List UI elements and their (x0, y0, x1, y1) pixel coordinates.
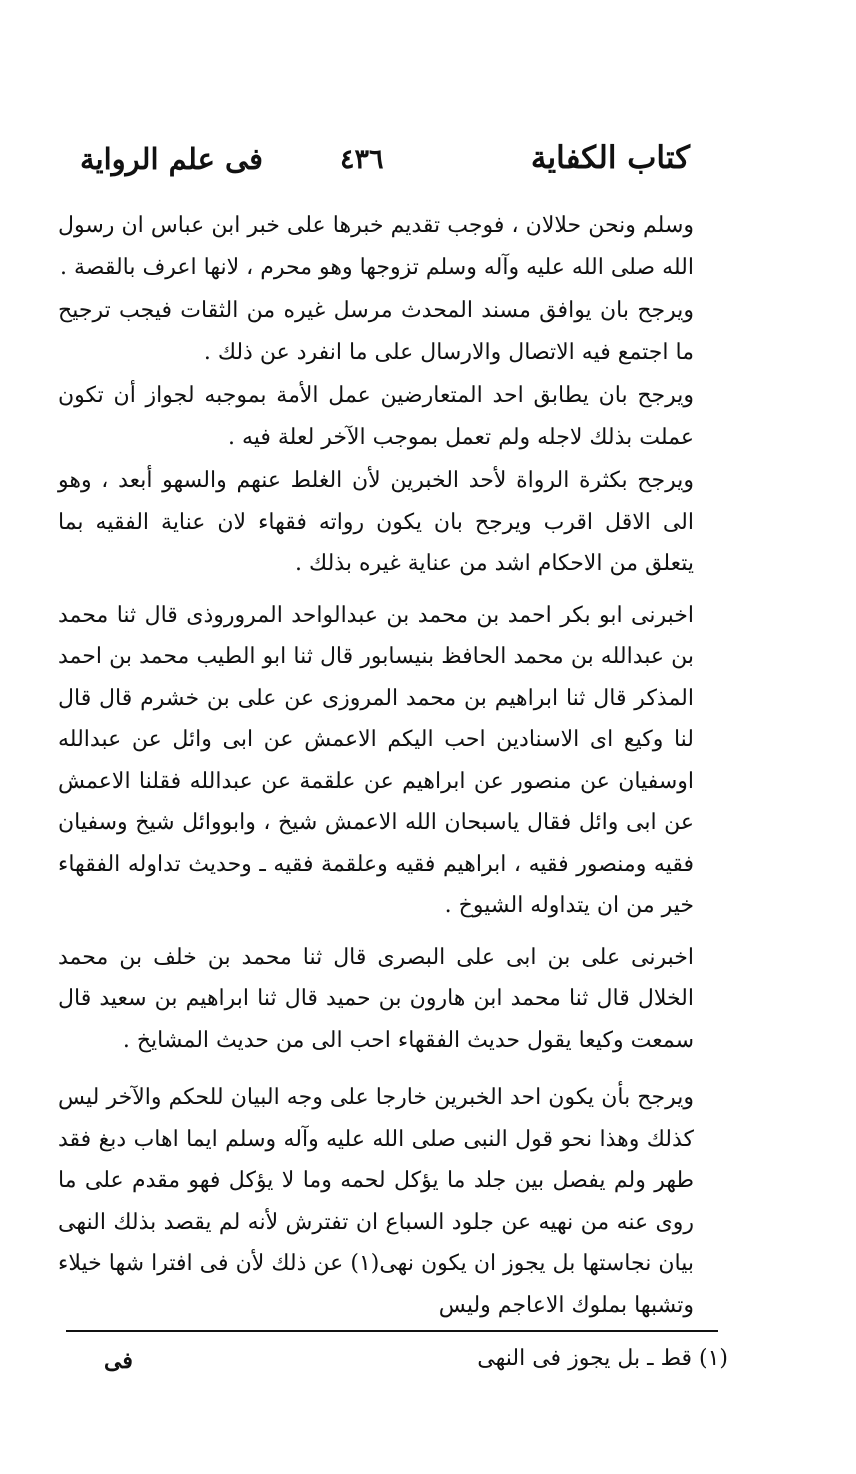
footnote-divider (66, 1330, 718, 1332)
catchword: فى (104, 1348, 133, 1374)
paragraph-7: ويرجح بأن يكون احد الخبرين خارجا على وجه البيان للحكم والآخر ليس كذلك وهذا نحو قول النبى صلى الله عليه وآله وسلم ايما اهاب دبغ فقد طهر ولم يفصل بين جلد ما يؤكل لحمه وما لا يؤكل فهو مقدم على ما روى عنه من نهيه عن جلود السباع ان تفترش لأنه لم يقصد بذلك النهى بيان نجاستها بل يجوز ان يكون نهى(١) عن ذلك لأن فى افترا شها خيلاء وتشبها بملوك الاعاجم وليس (58, 1085, 694, 1318)
footnote: (١) قط ـ بل يجوز فى النهى (477, 1346, 728, 1371)
running-subject: فى علم الرواية (80, 142, 264, 176)
book-title: كتاب الكفاية (530, 140, 690, 176)
paragraph-6: اخبرنى على بن ابى على البصرى قال ثنا محمد بن خلف بن محمد الخلال قال ثنا محمد ابن هارون بن حميد قال ثنا ابراهيم بن سعيد قال سمعت وكيعا يقول حديث الفقهاء احب الى من حديث المشايخ . (58, 944, 694, 1053)
paragraph-4: ويرجح بكثرة الرواة لأحد الخبرين لأن الغلط عنهم والسهو أبعد ، وهو الى الاقل اقرب ويرجح بان يكون رواته فقهاء لان عناية الفقيه بما يتعلق من الاحكام اشد من عناية غيره بذلك . (58, 468, 694, 576)
page-number: ٤٣٦ (340, 144, 384, 175)
paragraph-2: ويرجح بان يوافق مسند المحدث مرسل غيره من الثقات فيجب ترجيح ما اجتمع فيه الاتصال والارسال على ما انفرد عن ذلك . (58, 298, 694, 365)
paragraph-5: اخبرنى ابو بكر احمد بن محمد بن عبدالواحد المروروذى قال ثنا محمد بن عبدالله بن محمد الحافظ بنيسابور قال ثنا ابو الطيب محمد بن احمد المذكر قال ثنا ابراهيم بن محمد المروزى عن على بن خشرم قال قال لنا وكيع اى الاسنادين احب اليكم الاعمش عن ابى وائل عن عبدالله اوسفيان عن منصور عن ابراهيم عن علقمة عن عبدالله فقلنا الاعمش عن ابى وائل فقال ياسبحان الله الاعمش شيخ ، وابووائل شيخ وسفيان فقيه ومنصور فقيه ، ابراهيم فقيه وعلقمة فقيه ـ وحديث تداوله الفقهاء خير من ان يتداوله الشيوخ . (58, 602, 694, 918)
paragraph-1: وسلم ونحن حلالان ، فوجب تقديم خبرها على خبر ابن عباس ان رسول الله صلى الله عليه وآله وسلم تزوجها وهو محرم ، لانها اعرف بالقصة . (58, 213, 694, 280)
running-header (70, 140, 690, 200)
paragraph-3: ويرجح بان يطابق احد المتعارضين عمل الأمة بموجبه لجواز أن تكون عملت بذلك لاجله ولم تعمل بموجب الآخر لعلة فيه . (58, 383, 694, 450)
main-text (58, 205, 694, 1326)
